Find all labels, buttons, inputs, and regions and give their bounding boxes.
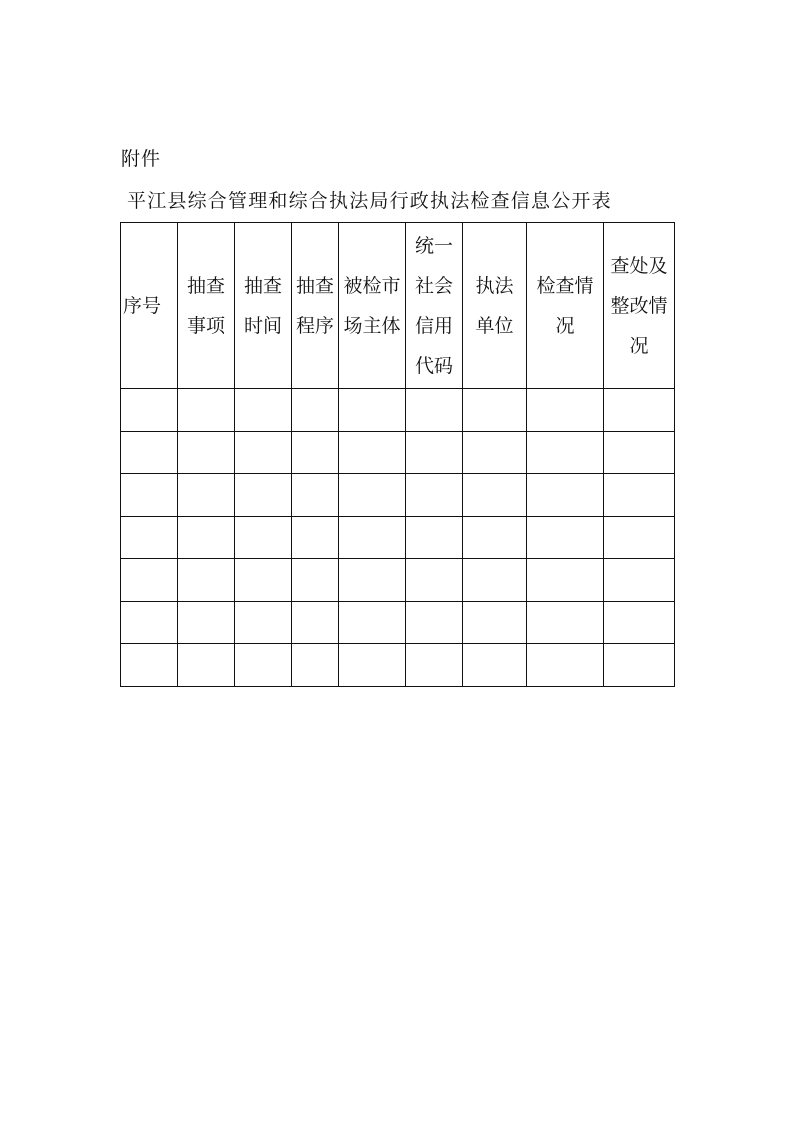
table-cell [604, 431, 675, 474]
table-cell [406, 601, 463, 644]
table-cell [292, 644, 339, 687]
table-cell [406, 431, 463, 474]
table-cell [604, 389, 675, 432]
table-cell [527, 601, 604, 644]
table-row [121, 516, 675, 559]
table-cell [339, 644, 406, 687]
table-cell [121, 644, 178, 687]
table-cell [406, 516, 463, 559]
table-cell [604, 516, 675, 559]
header-cell-serial-number: 序号 [121, 223, 178, 389]
table-cell [339, 431, 406, 474]
table-cell [463, 431, 527, 474]
header-cell-rectification: 查处及整改情况 [604, 223, 675, 389]
table-cell [339, 474, 406, 517]
table-cell [235, 644, 292, 687]
table-body [121, 389, 675, 687]
table-cell [121, 601, 178, 644]
table-row [121, 559, 675, 602]
table-cell [292, 389, 339, 432]
table-cell [604, 559, 675, 602]
table-cell [604, 644, 675, 687]
table-cell [235, 601, 292, 644]
attachment-label: 附件 [121, 148, 162, 170]
table-row [121, 431, 675, 474]
table-cell [527, 431, 604, 474]
table-cell [527, 644, 604, 687]
table-cell [121, 474, 178, 517]
table-cell [527, 389, 604, 432]
table-cell [527, 559, 604, 602]
table-cell [178, 601, 235, 644]
table-row [121, 389, 675, 432]
header-cell-inspection-procedure: 抽查程序 [292, 223, 339, 389]
table-cell [339, 559, 406, 602]
table-cell [463, 644, 527, 687]
table-cell [463, 601, 527, 644]
table-cell [235, 559, 292, 602]
table-cell [235, 474, 292, 517]
inspection-info-table [120, 222, 675, 687]
table-cell [235, 431, 292, 474]
table-cell [292, 601, 339, 644]
table-cell [178, 474, 235, 517]
table-cell [235, 389, 292, 432]
table-cell [463, 474, 527, 517]
table-cell [292, 516, 339, 559]
table-cell [463, 559, 527, 602]
table-cell [406, 644, 463, 687]
header-cell-inspection-item: 抽查事项 [178, 223, 235, 389]
table-cell [178, 559, 235, 602]
document-title: 平江县综合管理和综合执法局行政执法检查信息公开表 [127, 190, 612, 212]
table-cell [604, 474, 675, 517]
table-cell [121, 516, 178, 559]
table-cell [178, 389, 235, 432]
table-cell [121, 559, 178, 602]
table-row [121, 644, 675, 687]
table-cell [292, 474, 339, 517]
table-cell [178, 644, 235, 687]
header-cell-inspection-result: 检查情况 [527, 223, 604, 389]
header-cell-credit-code: 统一社会信用代码 [406, 223, 463, 389]
header-cell-inspected-entity: 被检市场主体 [339, 223, 406, 389]
table-cell [463, 516, 527, 559]
table-row [121, 474, 675, 517]
table-cell [292, 559, 339, 602]
table-cell [235, 516, 292, 559]
table-cell [527, 516, 604, 559]
table-cell [463, 389, 527, 432]
table-cell [339, 601, 406, 644]
table-cell [339, 516, 406, 559]
table-cell [178, 431, 235, 474]
table-row [121, 601, 675, 644]
header-cell-enforcement-unit: 执法单位 [463, 223, 527, 389]
table-cell [406, 474, 463, 517]
table-cell [604, 601, 675, 644]
table-cell [121, 431, 178, 474]
table-cell [339, 389, 406, 432]
table-cell [527, 474, 604, 517]
table-header-row [121, 223, 675, 389]
table-cell [292, 431, 339, 474]
table-cell [178, 516, 235, 559]
header-cell-inspection-time: 抽查时间 [235, 223, 292, 389]
table-cell [406, 389, 463, 432]
table-cell [406, 559, 463, 602]
table-cell [121, 389, 178, 432]
